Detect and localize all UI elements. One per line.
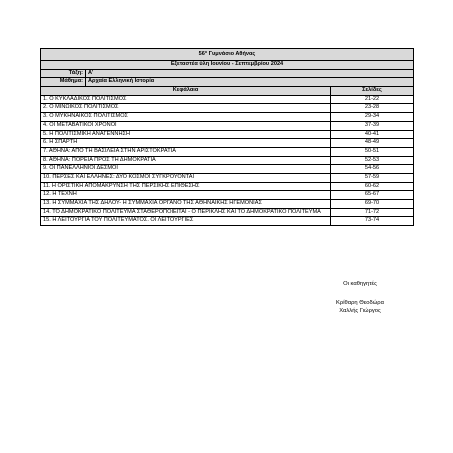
chapter-title: 9. ΟΙ ΠΑΝΕΛΛΗΝΙΟΙ ΔΕΣΜΟΙ: [41, 165, 331, 174]
teacher-name: Χαλλής Γιώργος: [339, 307, 381, 314]
class-label: Τάξη:: [41, 69, 86, 78]
table-row: [41, 139, 414, 148]
teachers-signature: [320, 281, 400, 315]
table-row: [41, 147, 414, 156]
chapter-pages: 71-72: [331, 208, 414, 217]
school-title-row: [41, 49, 414, 61]
chapter-title: 2. Ο ΜΙΝΩΙΚΟΣ ΠΟΛΙΤΙΣΜΟΣ: [41, 104, 331, 113]
school-ordinal-suffix: ο: [204, 50, 208, 55]
table-row: [41, 182, 414, 191]
chapter-pages: 48-49: [331, 139, 414, 148]
exam-syllabus-sheet: [40, 48, 413, 226]
table-row: [41, 121, 414, 130]
table-row: [41, 156, 414, 165]
table-row: [41, 130, 414, 139]
table-row: [41, 165, 414, 174]
table-row: [41, 173, 414, 182]
table-row: [41, 104, 414, 113]
chapter-title: 11. Η ΟΡΙΣΤΙΚΗ ΑΠΟΜΑΚΡΥΝΣΗ ΤΗΣ ΠΕΡΣΙΚΗΣ ΕΠΙΘΕΣΗΣ: [41, 182, 331, 191]
table-row: [41, 200, 414, 209]
table-row: [41, 191, 414, 200]
chapters-column-header: Κεφάλαια: [41, 87, 331, 96]
subject-label: Μάθημα:: [41, 78, 86, 87]
chapter-title: 3. Ο ΜΥΚΗΝΑΪΚΟΣ ΠΟΛΙΤΙΣΜΟΣ: [41, 113, 331, 122]
chapter-title: 4. ΟΙ ΜΕΤΑΒΑΤΙΚΟΙ ΧΡΟΝΟΙ: [41, 121, 331, 130]
chapter-title: 12. Η ΤΕΧΝΗ: [41, 191, 331, 200]
chapter-pages: 29-34: [331, 113, 414, 122]
chapter-title: 5. Η ΠΟΛΙΤΙΣΜΙΚΗ ΑΝΑΓΕΝΝΗΣΗ: [41, 130, 331, 139]
class-row: [41, 69, 414, 78]
chapter-pages: 37-39: [331, 121, 414, 130]
chapter-title: 6. Η ΣΠΑΡΤΗ: [41, 139, 331, 148]
syllabus-table: [40, 48, 414, 226]
chapter-pages: 73-74: [331, 217, 414, 226]
school-number: 56: [198, 51, 205, 58]
chapter-pages: 57-59: [331, 173, 414, 182]
class-value: Α': [86, 69, 414, 78]
chapter-pages: 54-56: [331, 165, 414, 174]
chapter-pages: 50-51: [331, 147, 414, 156]
chapter-title: 7. ΑΘΗΝΑ: ΑΠΟ ΤΗ ΒΑΣΙΛΕΙΑ ΣΤΗΝ ΑΡΙΣΤΟΚΡΑΤΙΑ: [41, 147, 331, 156]
chapter-pages: 21-22: [331, 95, 414, 104]
subject-value: Αρχαία Ελληνική Ιστορία: [86, 78, 414, 87]
chapter-title: 8. ΑΘΗΝΑ: ΠΟΡΕΙΑ ΠΡΟΣ ΤΗ ΔΗΜΟΚΡΑΤΙΑ: [41, 156, 331, 165]
chapter-title: 1. Ο ΚΥΚΛΑΔΙΚΟΣ ΠΟΛΙΤΙΣΜΟΣ: [41, 95, 331, 104]
table-row: [41, 113, 414, 122]
chapter-title: 15. Η ΛΕΙΤΟΥΡΓΙΑ ΤΟΥ ΠΟΛΙΤΕΥΜΑΤΟΣ. ΟΙ ΛΕΙΤΟΥΡΓΙΕΣ: [41, 217, 331, 226]
exam-title-row: [41, 61, 414, 70]
exam-title: Εξεταστέα ύλη Ιουνίου - Σεπτεμβρίου 2024: [41, 61, 414, 70]
chapter-title: 10. ΠΕΡΣΕΣ ΚΑΙ ΕΛΛΗΝΕΣ: ΔΥΟ ΚΟΣΜΟΙ ΣΥΓΚΡΟΥΟΝΤΑΙ: [41, 173, 331, 182]
chapter-pages: 65-67: [331, 191, 414, 200]
signature-heading: Οι καθηγητές: [343, 281, 377, 287]
chapter-pages: 40-41: [331, 130, 414, 139]
chapter-pages: 23-28: [331, 104, 414, 113]
school-title: [41, 49, 414, 61]
chapter-pages: 52-53: [331, 156, 414, 165]
chapter-title: 14. ΤΟ ΔΗΜΟΚΡΑΤΙΚΟ ΠΟΛΙΤΕΥΜΑ ΣΤΑΘΕΡΟΠΟΙΕΙΤΑΙ - Ο ΠΕΡΙΚΛΗΣ ΚΑΙ ΤΟ ΔΗΜΟΚΡΑΤΙΚΟ ΠΟΛΙΤΕΥΜΑ: [41, 208, 331, 217]
column-header-row: [41, 87, 414, 96]
table-row: [41, 208, 414, 217]
chapter-pages: 69-70: [331, 200, 414, 209]
teacher-name: Κρίθαρη Θεοδώρα: [336, 299, 384, 306]
table-row: [41, 95, 414, 104]
pages-column-header: Σελίδες: [331, 87, 414, 96]
chapter-pages: 60-62: [331, 182, 414, 191]
subject-row: [41, 78, 414, 87]
table-row: [41, 217, 414, 226]
chapter-title: 13. Η ΣΥΜΜΑΧΙΑ ΤΗΣ ΔΗΛΟΥ- Η ΣΥΜΜΑΧΙΑ ΟΡΓΑΝΟ ΤΗΣ ΑΘΗΝΑΪΚΗΣ ΗΓΕΜΟΝΙΑΣ: [41, 200, 331, 209]
school-name: Γυμνάσιο Αθήνας: [208, 51, 256, 58]
